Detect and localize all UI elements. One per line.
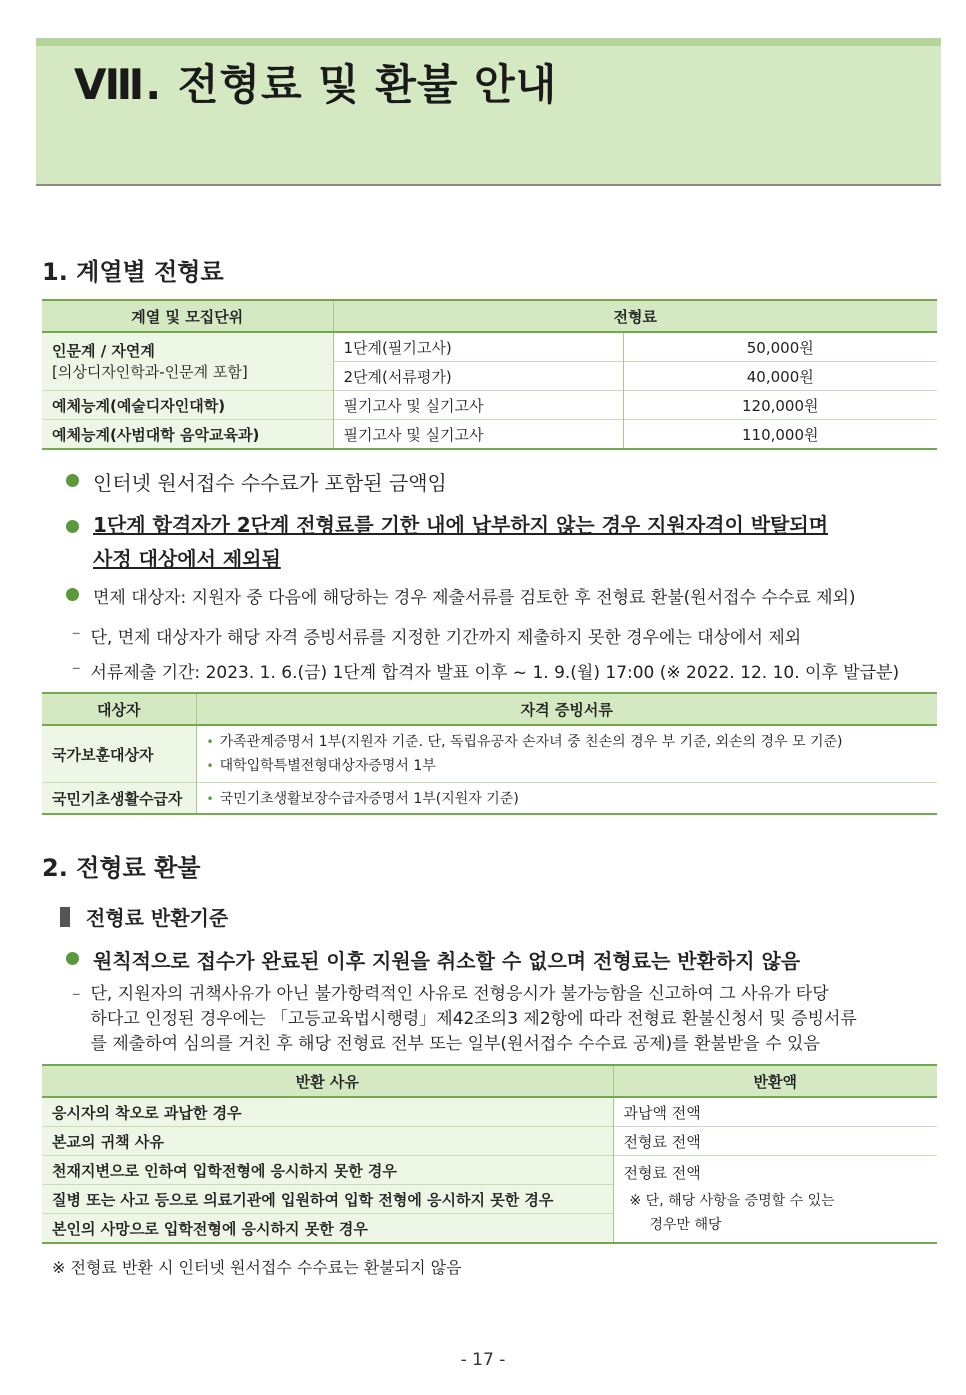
bullet-dot-icon <box>66 588 79 601</box>
docs-table-header-target: 대상자 <box>42 693 196 725</box>
refund-exception: – 단, 지원자의 귀책사유가 아닌 불가항력적인 사유로 전형응시가 불가능함을 신고하여 그 사유가 타당 하다고 인정된 경우에는 「고등교육법시행령」제42조의3 제2항에 따라 전형료 환불신청서 및 증빙서류 를 제출하여 심의를 거친 후 해당 전형료 전부 또는 일부(원서접수 수수료 공제)를 환불받을 수 있음 <box>72 982 857 1057</box>
warning-bullet <box>66 508 828 576</box>
exemption-docs-table <box>42 692 937 815</box>
chapter-title: Ⅷ. 전형료 및 환불 안내 <box>74 60 558 109</box>
warning-text-line: 사정 대상에서 제외됨 <box>93 547 281 571</box>
fee-table-cell-fee: 50,000원 <box>623 332 937 362</box>
fee-table-cell-fee: 40,000원 <box>623 362 937 391</box>
refund-exception-text: 단, 지원자의 귀책사유가 아닌 불가항력적인 사유로 전형응시가 불가능함을 신고하여 그 사유가 타당 하다고 인정된 경우에는 「고등교육법시행령」제42조의3 제2항에 따라 전형료 환불신청서 및 증빙서류 를 제출하여 심의를 거친 후 해당 전형료 전부 또는 일부(원서접수 수수료 공제)를 환불받을 수 있음 <box>90 984 857 1054</box>
fee-table-cell-stage: 필기고사 및 실기고사 <box>333 420 623 450</box>
refund-table <box>42 1064 937 1244</box>
fee-table-cell-stage: 필기고사 및 실기고사 <box>333 391 623 420</box>
category-sublabel: [의상디자인학과-인문계 포함] <box>52 362 248 381</box>
refund-table-cell-reason: 응시자의 착오로 과납한 경우 <box>42 1097 613 1127</box>
fee-table-header-fee: 전형료 <box>333 300 937 332</box>
refund-table-cell-reason: 본인의 사망으로 입학전형에 응시하지 못한 경우 <box>42 1214 613 1244</box>
fee-table-cell-stage: 1단계(필기고사) <box>333 332 623 362</box>
bullet-dot-icon <box>66 520 79 533</box>
bullet-text: 인터넷 원서접수 수수료가 포함된 금액임 <box>93 471 447 495</box>
refund-table-cell-amount: 과납액 전액 <box>613 1097 937 1127</box>
refund-table-cell-reason: 질병 또는 사고 등으로 의료기관에 입원하여 입학 전형에 응시하지 못한 경우 <box>42 1185 613 1214</box>
banner-top-stripe <box>36 38 941 46</box>
bullet-dot-icon <box>66 474 79 487</box>
page-number: - 17 - <box>460 1350 506 1370</box>
refund-table-header-amount: 반환액 <box>613 1065 937 1097</box>
doc-item: • 대학입학특별전형대상자증명서 1부 <box>206 758 436 774</box>
refund-principle-bullet <box>66 945 800 974</box>
subhead-bar-icon <box>60 907 70 927</box>
fee-table-cell-category: 예체능계(예술디자인대학) <box>42 391 333 420</box>
docs-table-cell-docs <box>196 783 937 815</box>
submission-period: – 서류제출 기간: 2023. 1. 6.(금) 1단계 합격자 발표 이후 ~ 1. 9.(월) 17:00 (※ 2022. 12. 10. 이후 발급분) <box>72 658 900 683</box>
category-label: 인문계 / 자연계 <box>52 341 155 360</box>
merged-amount: 전형료 전액 <box>623 1164 701 1182</box>
fee-table-cell-fee: 120,000원 <box>623 391 937 420</box>
chapter-banner <box>36 38 941 186</box>
dash-text: 서류제출 기간: 2023. 1. 6.(금) 1단계 합격자 발표 이후 ~ 1. 9.(월) 17:00 (※ 2022. 12. 10. 이후 발급분) <box>90 663 900 683</box>
refund-table-cell-reason: 본교의 귀책 사유 <box>42 1127 613 1156</box>
refund-table-header-reason: 반환 사유 <box>42 1065 613 1097</box>
warning-text <box>93 508 828 576</box>
fee-table-header-category: 계열 및 모집단위 <box>42 300 333 332</box>
fee-table-cell-stage: 2단계(서류평가) <box>333 362 623 391</box>
refund-footnote: ※ 전형료 반환 시 인터넷 원서접수 수수료는 환불되지 않음 <box>52 1258 462 1277</box>
doc-item: • 국민기초생활보장수급자증명서 1부(지원자 기준) <box>206 791 519 807</box>
refund-criteria-subhead <box>60 902 228 931</box>
bullet-dot-icon <box>66 952 79 965</box>
docs-table-cell-target: 국가보훈대상자 <box>42 725 196 783</box>
docs-table-cell-target: 국민기초생활수급자 <box>42 783 196 815</box>
fee-table <box>42 299 937 450</box>
fee-table-cell-category <box>42 332 333 391</box>
doc-item: • 가족관계증명서 1부(지원자 기준. 단, 독립유공자 손자녀 중 친손의 경우 부 기준, 외손의 경우 모 기준) <box>206 734 843 750</box>
bullet-text: 면제 대상자: 지원자 중 다음에 해당하는 경우 제출서류를 검토한 후 전형료 환불(원서접수 수수료 제외) <box>93 588 856 608</box>
docs-table-cell-docs <box>196 725 937 783</box>
merged-note: ※ 단, 해당 사항을 증명할 수 있는 경우만 해당 <box>629 1193 835 1233</box>
fee-table-cell-fee: 110,000원 <box>623 420 937 450</box>
section2-title: 2. 전형료 환불 <box>42 854 201 882</box>
exemption-condition: – 단, 면제 대상자가 해당 자격 증빙서류를 지정한 기간까지 제출하지 못한 경우에는 대상에서 제외 <box>72 623 802 648</box>
bullet-text: 원칙적으로 접수가 완료된 이후 지원을 취소할 수 없으며 전형료는 반환하지 않음 <box>93 949 801 973</box>
refund-table-cell-reason: 천재지변으로 인하여 입학전형에 응시하지 못한 경우 <box>42 1156 613 1185</box>
fee-table-cell-category: 예체능계(사범대학 음악교육과) <box>42 420 333 450</box>
warning-text-line: 1단계 합격자가 2단계 전형료를 기한 내에 납부하지 않는 경우 지원자격이 박탈되며 <box>93 513 829 537</box>
section1-title: 1. 계열별 전형료 <box>42 258 224 286</box>
docs-table-header-docs: 자격 증빙서류 <box>196 693 937 725</box>
refund-table-cell-merged-amount <box>613 1156 937 1244</box>
dash-text: 단, 면제 대상자가 해당 자격 증빙서류를 지정한 기간까지 제출하지 못한 경우에는 대상에서 제외 <box>90 628 802 648</box>
exemption-bullet <box>66 583 856 608</box>
subhead-text: 전형료 반환기준 <box>86 906 229 930</box>
note-bullet <box>66 467 447 496</box>
refund-table-cell-amount: 전형료 전액 <box>613 1127 937 1156</box>
